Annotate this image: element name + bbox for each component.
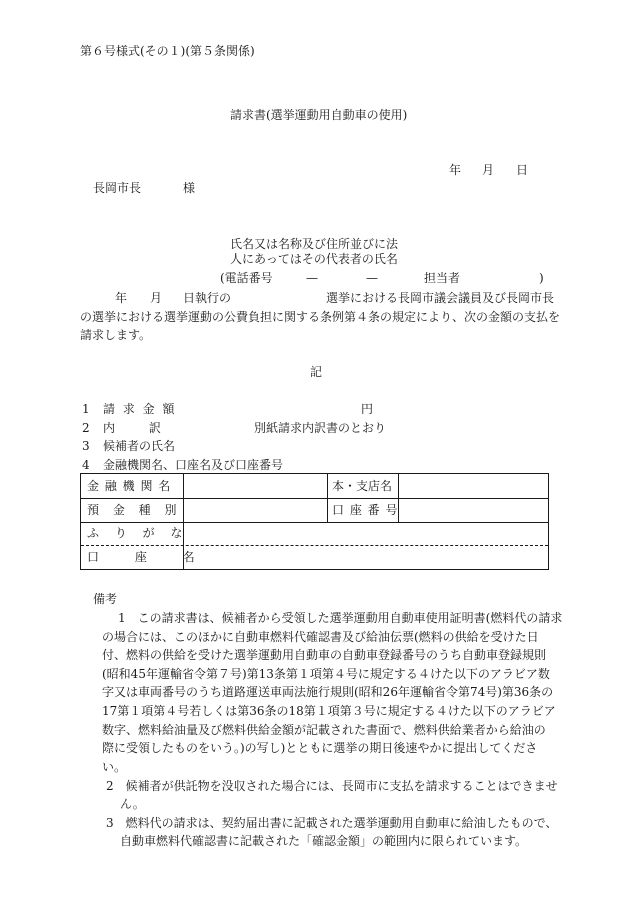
date-day: 日	[516, 163, 529, 177]
body-month: 月	[150, 291, 163, 305]
date-year: 年	[449, 163, 462, 177]
phone-dash-1: —	[306, 271, 318, 285]
item-3-label: 候補者の氏名	[103, 439, 176, 453]
account-name-field[interactable]	[184, 546, 548, 568]
note-1-line: の場合には、このほかに自動車燃料代確認書及び給油伝票(燃料の供給を受けた日	[102, 630, 539, 644]
item-2-label: 内 訳	[103, 421, 161, 435]
document-title: 請求書(選挙運動用自動車の使用)	[230, 108, 408, 122]
note-2-line: ん。	[120, 797, 145, 811]
item-3-number: 3	[82, 439, 90, 453]
item-1-value: 円	[361, 402, 374, 416]
note-3-line: 自動車燃料代確認書に記載された「確認金額」の範囲内に限られています。	[120, 834, 528, 848]
body-year: 年	[115, 291, 128, 305]
body-line1-rest: 選挙における長岡市議会議員及び長岡市長	[326, 291, 555, 305]
note-1-line: 際に受領したものをいう。)の写し)とともに選挙の期日後速やかに提出してくださ	[102, 741, 538, 755]
furigana-field[interactable]	[184, 523, 548, 544]
note-3-line: 3 燃料代の請求は、契約届出書に記載された選挙運動用自動車に給油したもので、	[106, 816, 558, 830]
body-line3: 請求します。	[80, 328, 152, 342]
deposit-type-label: 預 金 種 別	[87, 503, 177, 517]
item-1-number: 1	[82, 402, 90, 416]
bank-name-label: 金 融 機 関 名	[87, 479, 172, 493]
phone-label: (電話番号	[220, 271, 273, 285]
note-1-line: 1 この請求書は、候補者から受領した選挙運動用自動車使用証明書(燃料代の請求	[118, 611, 563, 625]
bank-name-field[interactable]	[184, 475, 326, 497]
body-line2: の選挙における選挙運動の公費負担に関する条例第４条の規定により、次の金額の支払を	[80, 310, 561, 324]
date-month: 月	[482, 163, 495, 177]
item-1-label: 請 求 金 額	[103, 402, 177, 416]
addressee-name: 長岡市長	[93, 181, 142, 195]
note-1-line: (昭和45年運輸省令第７号)第13条第１項第４号に規定する４けた以下のアラビア数	[102, 667, 550, 681]
note-2-line: 2 候補者が供託物を没収された場合には、長岡市に支払を請求することはできませ	[106, 779, 558, 793]
body-exec-date: 日執行の	[183, 291, 232, 305]
item-4-number: 4	[82, 458, 90, 472]
bank-account-table	[80, 473, 549, 570]
note-1-line: 数字、燃料給油量及び燃料供給金額が記載された書面で、燃料供給業者から給油の	[102, 723, 546, 737]
note-1-line: 付、燃料の供給を受けた選挙運動用自動車の自動車登録番号のうち自動車登録規則	[102, 648, 547, 662]
account-number-field[interactable]	[399, 499, 547, 521]
phone-close-paren: )	[539, 271, 544, 285]
furigana-label: ふ り が な	[87, 526, 183, 540]
claimant-label-line2: 人にあってはその代表者の氏名	[230, 252, 398, 266]
account-name-label: 口 座 名	[87, 550, 195, 564]
notes-heading: 備考	[93, 592, 118, 606]
branch-label: 本・支店名	[332, 479, 393, 493]
item-2-value: 別紙請求内訳書のとおり	[254, 421, 387, 435]
note-1-line: 17第１項第４号若しくは第36条の18第１項第３号に規定する４けた以下のアラビア	[102, 704, 556, 718]
claimant-label-line1: 氏名又は名称及び住所並びに法	[230, 237, 399, 251]
addressee-honorific: 様	[183, 181, 196, 195]
ki-heading: 記	[310, 365, 323, 379]
branch-field[interactable]	[399, 475, 547, 497]
person-in-charge-label: 担当者	[424, 271, 461, 285]
account-number-label: 口 座 番 号	[332, 503, 398, 517]
item-4-label: 金融機関名、口座名及び口座番号	[103, 458, 284, 472]
note-1-line: い。	[102, 760, 127, 774]
form-number: 第６号様式(その１)(第５条関係)	[80, 44, 255, 58]
deposit-type-field[interactable]	[184, 499, 326, 521]
item-2-number: 2	[82, 421, 90, 435]
note-1-line: 字又は車両番号のうち道路運送車両法施行規則(昭和26年運輸省令第74号)第36条の	[102, 685, 554, 699]
phone-dash-2: —	[366, 271, 378, 285]
